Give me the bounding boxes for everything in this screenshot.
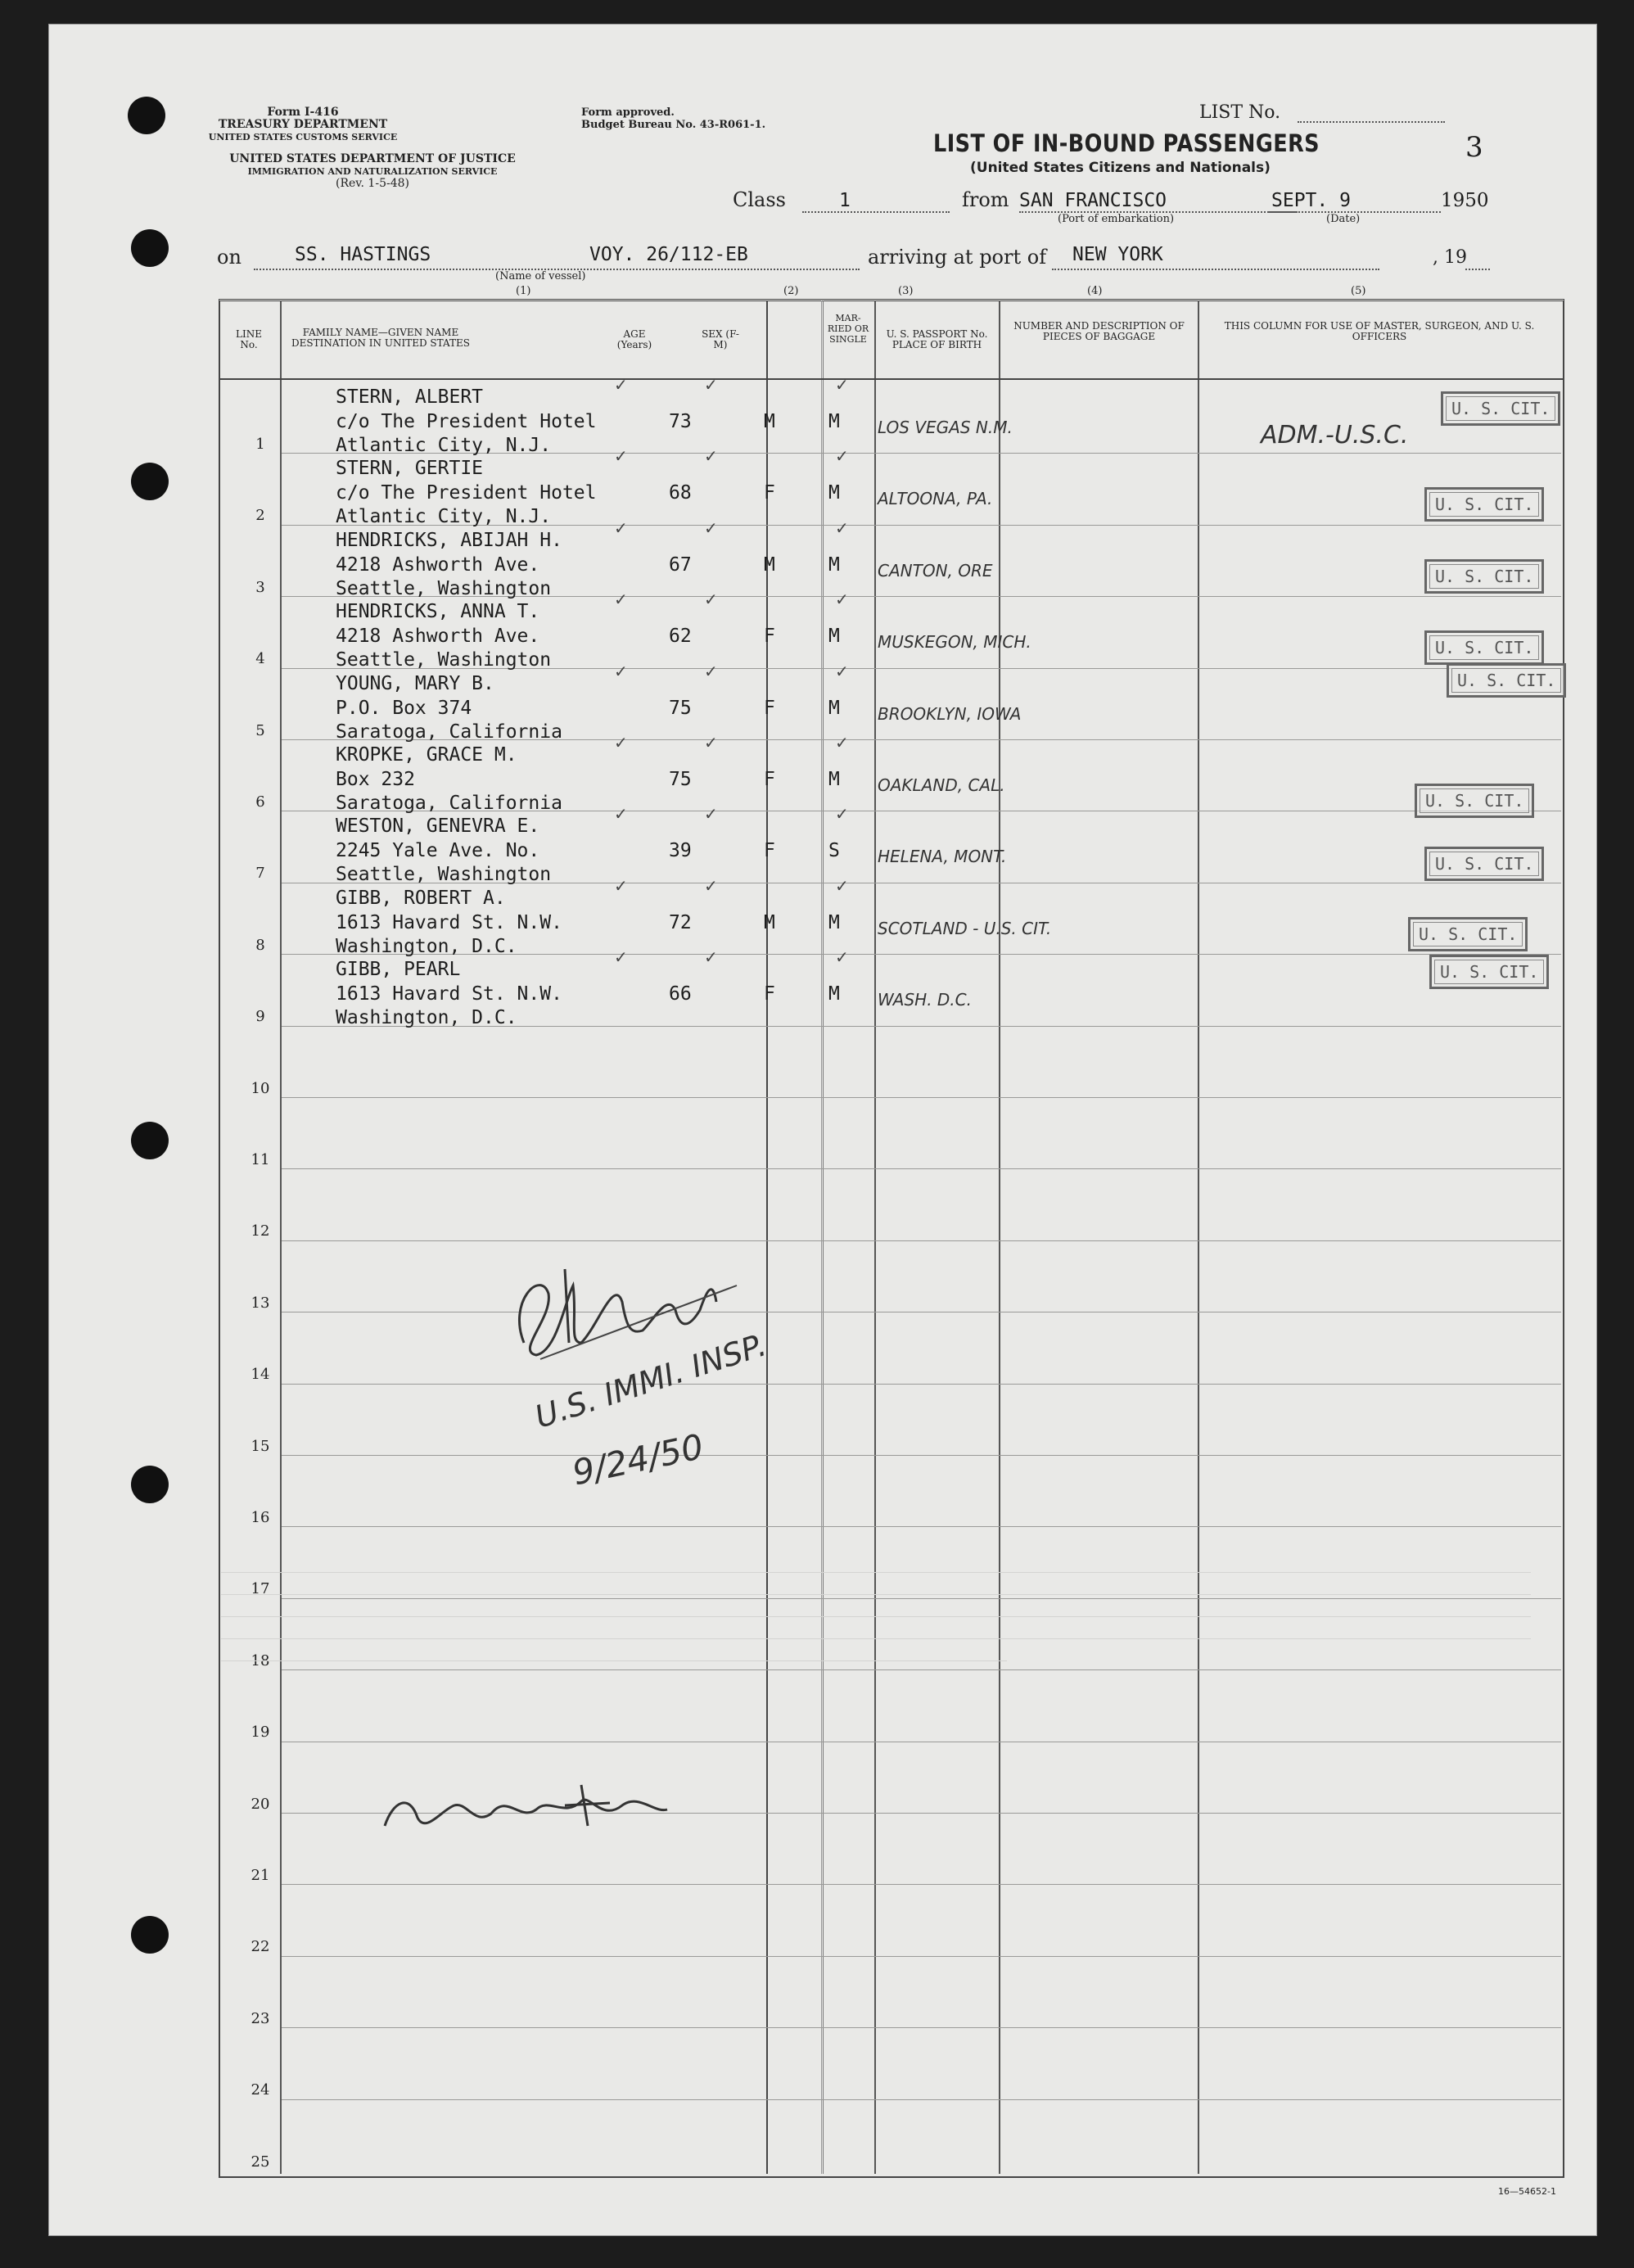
page-title: LIST OF IN-BOUND PASSENGERS xyxy=(933,129,1320,157)
master-signature xyxy=(377,1777,671,1842)
line-number: 23 xyxy=(251,2010,270,2027)
check-mark: ✓ xyxy=(704,947,718,967)
line-number: 1 xyxy=(255,436,265,453)
us-citizen-stamp: U. S. CIT. xyxy=(1415,784,1534,818)
passenger-address: c/o The President Hotel xyxy=(336,482,597,504)
col-divider xyxy=(874,300,876,2174)
check-mark: ✓ xyxy=(614,876,628,896)
voyage-number: VOY. 26/112-EB xyxy=(589,244,748,265)
col-header-sex: SEX (F-M) xyxy=(702,328,739,350)
passenger-address: P.O. Box 374 xyxy=(336,698,472,719)
passenger-age: 75 xyxy=(669,698,692,719)
marital-status: M xyxy=(828,769,840,790)
passenger-age: 39 xyxy=(669,840,692,861)
passenger-address: 1613 Havard St. N.W. xyxy=(336,912,562,933)
check-mark: ✓ xyxy=(835,375,849,395)
punch-hole xyxy=(131,1122,169,1159)
line-number: 11 xyxy=(251,1151,270,1168)
check-mark: ✓ xyxy=(614,518,628,538)
line-number: 4 xyxy=(255,650,265,667)
row-rule xyxy=(282,1384,1561,1385)
page-subtitle: (United States Citizens and Nationals) xyxy=(970,160,1271,176)
place-of-birth: SCOTLAND - U.S. CIT. xyxy=(878,919,1052,938)
passenger-sex: M xyxy=(764,912,775,933)
passenger-name: WESTON, GENEVRA E. xyxy=(336,815,540,837)
vessel-name: SS. HASTINGS xyxy=(295,244,431,265)
passenger-name: KROPKE, GRACE M. xyxy=(336,744,517,766)
passenger-age: 68 xyxy=(669,482,692,504)
passenger-name: HENDRICKS, ANNA T. xyxy=(336,601,540,622)
on-label: on xyxy=(217,246,241,269)
passenger-city: Atlantic City, N.J. xyxy=(336,435,552,456)
passenger-city: Atlantic City, N.J. xyxy=(336,506,552,527)
passenger-sex: F xyxy=(764,983,775,1005)
line-number: 17 xyxy=(251,1580,270,1597)
line-number: 12 xyxy=(251,1222,270,1240)
manifest-page xyxy=(49,25,1596,2235)
check-mark: ✓ xyxy=(614,947,628,967)
admission-note: ADM.-U.S.C. xyxy=(1261,421,1409,450)
check-mark: ✓ xyxy=(614,446,628,466)
punch-hole xyxy=(128,97,165,134)
ins-label: IMMIGRATION AND NATURALIZATION SERVICE xyxy=(247,166,498,177)
inspection-date: 9/24/50 xyxy=(568,1425,707,1493)
row-rule xyxy=(282,1956,1561,1957)
col-header-name: FAMILY NAME—GIVEN NAME DESTINATION IN UNITED STATES xyxy=(291,327,470,349)
line-number: 5 xyxy=(255,722,265,739)
us-citizen-stamp: U. S. CIT. xyxy=(1408,917,1528,951)
passenger-sex: F xyxy=(764,482,775,504)
check-mark: ✓ xyxy=(614,375,628,395)
class-line xyxy=(802,211,950,213)
row-rule xyxy=(282,1669,1561,1670)
check-mark: ✓ xyxy=(704,804,718,824)
passenger-city: Saratoga, California xyxy=(336,721,562,743)
list-no-label: LIST No. xyxy=(1199,102,1281,123)
faded-affidavit xyxy=(221,1556,1531,1666)
row-rule xyxy=(282,1455,1561,1456)
col-header-passport: U. S. PASSPORT No. PLACE OF BIRTH xyxy=(886,328,988,350)
col2-number: (2) xyxy=(783,285,799,297)
line-number: 18 xyxy=(251,1652,270,1669)
line-number: 10 xyxy=(251,1080,270,1097)
passenger-age: 66 xyxy=(669,983,692,1005)
check-mark: ✓ xyxy=(835,876,849,896)
passenger-city: Seattle, Washington xyxy=(336,864,552,885)
passenger-address: c/o The President Hotel xyxy=(336,411,597,432)
place-of-birth: CANTON, ORE xyxy=(878,561,993,581)
row-rule xyxy=(282,1097,1561,1098)
passenger-name: GIBB, ROBERT A. xyxy=(336,888,506,909)
line-number: 9 xyxy=(255,1008,265,1025)
col4-number: (4) xyxy=(1087,285,1103,297)
header-bottom-rule xyxy=(220,378,1563,380)
passenger-name: GIBB, PEARL xyxy=(336,959,461,980)
passenger-address: 2245 Yale Ave. No. xyxy=(336,840,540,861)
passenger-age: 67 xyxy=(669,554,692,576)
list-no-line xyxy=(1298,121,1445,123)
col-divider xyxy=(823,300,824,2174)
check-mark: ✓ xyxy=(835,446,849,466)
us-citizen-stamp: U. S. CIT. xyxy=(1447,663,1566,698)
port-embark-label: (Port of embarkation) xyxy=(1058,213,1175,225)
marital-status: M xyxy=(828,626,840,647)
passenger-city: Saratoga, California xyxy=(336,793,562,814)
marital-status: M xyxy=(828,482,840,504)
check-mark: ✓ xyxy=(704,375,718,395)
form-header-left xyxy=(196,106,409,143)
line-number: 15 xyxy=(251,1438,270,1455)
vessel-label: (Name of vessel) xyxy=(495,270,586,282)
check-mark: ✓ xyxy=(835,804,849,824)
passenger-age: 73 xyxy=(669,411,692,432)
row-rule xyxy=(282,1884,1561,1885)
line-number: 6 xyxy=(255,793,265,811)
place-of-birth: OAKLAND, CAL. xyxy=(878,775,1005,795)
doj-label: UNITED STATES DEPARTMENT OF JUSTICE xyxy=(229,152,516,165)
row-rule xyxy=(282,1526,1561,1527)
punch-hole xyxy=(131,1466,169,1503)
col3-number: (3) xyxy=(898,285,914,297)
check-mark: ✓ xyxy=(835,662,849,681)
passenger-name: STERN, ALBERT xyxy=(336,386,484,408)
marital-status: M xyxy=(828,698,840,719)
year-line xyxy=(1465,269,1490,270)
check-mark: ✓ xyxy=(704,733,718,752)
line-number: 25 xyxy=(251,2153,270,2171)
list-no-value: 3 xyxy=(1465,131,1483,164)
line-number: 14 xyxy=(251,1366,270,1383)
punch-hole xyxy=(131,463,169,500)
col-divider xyxy=(821,300,822,2174)
us-citizen-stamp: U. S. CIT. xyxy=(1424,847,1544,881)
col5-number: (5) xyxy=(1351,285,1366,297)
year-label: , 19 xyxy=(1433,247,1467,268)
passenger-city: Seattle, Washington xyxy=(336,578,552,599)
budget-number: Budget Bureau No. 43-R061-1. xyxy=(581,119,766,131)
passenger-sex: M xyxy=(764,411,775,432)
treasury-dept: TREASURY DEPARTMENT xyxy=(218,118,388,131)
passenger-age: 62 xyxy=(669,626,692,647)
check-mark: ✓ xyxy=(835,590,849,609)
footer-code: 16—54652-1 xyxy=(1498,2186,1556,2197)
check-mark: ✓ xyxy=(704,876,718,896)
form-approved: Form approved. xyxy=(581,106,675,119)
us-citizen-stamp: U. S. CIT. xyxy=(1441,391,1560,426)
line-number: 2 xyxy=(255,507,265,524)
passenger-address: 4218 Ashworth Ave. xyxy=(336,554,540,576)
check-mark: ✓ xyxy=(835,947,849,967)
line-number: 3 xyxy=(255,579,265,596)
place-of-birth: LOS VEGAS N.M. xyxy=(878,418,1013,437)
from-value: SAN FRANCISCO xyxy=(1019,190,1167,211)
col-divider xyxy=(999,300,1000,2174)
budget-approval xyxy=(581,106,765,131)
passenger-sex: F xyxy=(764,698,775,719)
punch-hole xyxy=(131,1916,169,1954)
line-number: 13 xyxy=(251,1294,270,1312)
us-citizen-stamp: U. S. CIT. xyxy=(1424,630,1544,665)
passenger-name: STERN, GERTIE xyxy=(336,458,484,479)
passenger-name: HENDRICKS, ABIJAH H. xyxy=(336,530,562,551)
us-citizen-stamp: U. S. CIT. xyxy=(1429,955,1549,989)
us-citizen-stamp: U. S. CIT. xyxy=(1424,487,1544,522)
line-number: 21 xyxy=(251,1867,270,1884)
passenger-city: Seattle, Washington xyxy=(336,649,552,671)
place-of-birth: HELENA, MONT. xyxy=(878,847,1007,866)
passenger-sex: M xyxy=(764,554,775,576)
check-mark: ✓ xyxy=(704,590,718,609)
passenger-sex: F xyxy=(764,840,775,861)
date-value: SEPT. 9 xyxy=(1271,190,1351,211)
check-mark: ✓ xyxy=(704,518,718,538)
check-mark: ✓ xyxy=(835,733,849,752)
from-label: from xyxy=(962,188,1009,211)
row-rule xyxy=(282,2099,1561,2100)
check-mark: ✓ xyxy=(614,733,628,752)
col1-number: (1) xyxy=(516,285,531,297)
passenger-name: YOUNG, MARY B. xyxy=(336,673,494,694)
marital-status: S xyxy=(828,840,840,861)
col-header-married: MAR-RIED OR SINGLE xyxy=(827,313,869,345)
col-divider xyxy=(1198,300,1199,2174)
passenger-city: Washington, D.C. xyxy=(336,1007,517,1028)
line-number: 8 xyxy=(255,937,265,954)
check-mark: ✓ xyxy=(835,518,849,538)
line-number: 7 xyxy=(255,865,265,882)
place-of-birth: ALTOONA, PA. xyxy=(878,489,993,508)
line-number: 19 xyxy=(251,1724,270,1741)
passenger-address: 4218 Ashworth Ave. xyxy=(336,626,540,647)
col-header-age: AGE (Years) xyxy=(616,328,652,350)
marital-status: M xyxy=(828,554,840,576)
year-value: 1950 xyxy=(1441,190,1489,211)
inspector-title: U.S. IMMI. INSP. xyxy=(530,1326,771,1435)
col-header-line: LINE No. xyxy=(236,328,262,350)
col-header-baggage: NUMBER AND DESCRIPTION OF PIECES OF BAGGAGE xyxy=(1013,320,1185,342)
row-rule xyxy=(282,1240,1561,1241)
check-mark: ✓ xyxy=(704,662,718,681)
marital-status: M xyxy=(828,983,840,1005)
marital-status: M xyxy=(828,912,840,933)
check-mark: ✓ xyxy=(614,662,628,681)
marital-status: M xyxy=(828,411,840,432)
customs-service: UNITED STATES CUSTOMS SERVICE xyxy=(208,132,398,142)
line-number: 20 xyxy=(251,1796,270,1813)
arrival-port: NEW YORK xyxy=(1072,244,1163,265)
class-value: 1 xyxy=(839,190,851,211)
check-mark: ✓ xyxy=(614,590,628,609)
us-citizen-stamp: U. S. CIT. xyxy=(1424,559,1544,594)
class-label: Class xyxy=(733,188,786,211)
place-of-birth: BROOKLYN, IOWA xyxy=(878,704,1022,724)
passenger-sex: F xyxy=(764,769,775,790)
line-number: 22 xyxy=(251,1938,270,1955)
passenger-sex: F xyxy=(764,626,775,647)
punch-hole xyxy=(131,229,169,267)
col-header-officers: THIS COLUMN FOR USE OF MASTER, SURGEON, AND U. S. OFFICERS xyxy=(1224,320,1535,342)
passenger-address: 1613 Havard St. N.W. xyxy=(336,983,562,1005)
check-mark: ✓ xyxy=(614,804,628,824)
place-of-birth: WASH. D.C. xyxy=(878,990,972,1010)
passenger-address: Box 232 xyxy=(336,769,415,790)
line-number: 16 xyxy=(251,1509,270,1526)
doj-header xyxy=(217,153,528,190)
form-number: Form I-416 xyxy=(267,106,339,119)
col-divider xyxy=(766,300,768,2174)
port-line xyxy=(1052,269,1379,270)
check-mark: ✓ xyxy=(704,446,718,466)
passenger-age: 72 xyxy=(669,912,692,933)
passenger-city: Washington, D.C. xyxy=(336,936,517,957)
row-rule xyxy=(282,2027,1561,2028)
passenger-age: 75 xyxy=(669,769,692,790)
date-label: (Date) xyxy=(1326,213,1361,225)
place-of-birth: MUSKEGON, MICH. xyxy=(878,632,1031,652)
line-number: 24 xyxy=(251,2081,270,2099)
arriving-label: arriving at port of xyxy=(868,246,1047,269)
row-rule xyxy=(282,1168,1561,1169)
revision-label: (Rev. 1-5-48) xyxy=(336,177,409,190)
